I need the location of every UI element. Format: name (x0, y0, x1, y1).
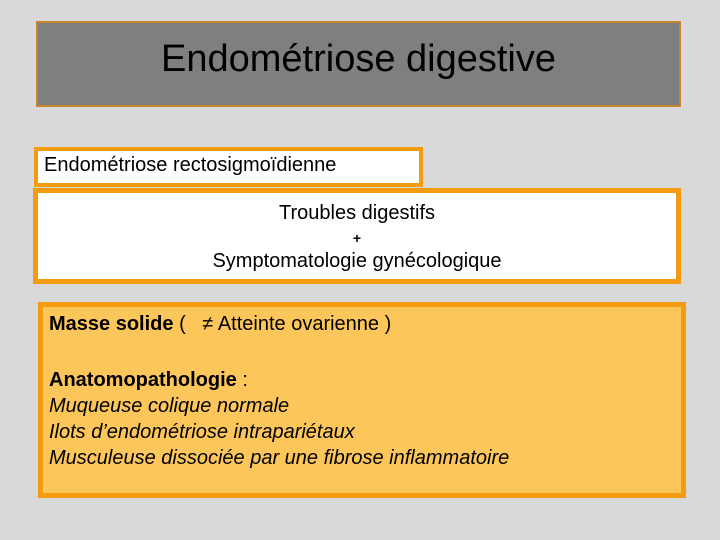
finding-item: Ilots d’endométriose intrapariétaux (49, 421, 355, 443)
symptom-gynecologic: Symptomatologie gynécologique (212, 250, 502, 272)
anatomopathology-colon: : (236, 369, 248, 391)
masse-note: ( ≠ Atteinte ovarienne ) (173, 313, 392, 335)
subtitle-box (34, 147, 423, 187)
masse-label: Masse solide (49, 313, 174, 335)
symptom-digestive: Troubles digestifs (279, 202, 435, 224)
subtitle-text: Endométriose rectosigmoïdienne (44, 153, 337, 176)
details-box (38, 302, 686, 498)
masse-line (49, 311, 681, 337)
finding-item: Muqueuse colique normale (49, 395, 290, 417)
anatomopathology-heading (49, 367, 681, 393)
title-banner (36, 21, 681, 107)
symptom-plus-sign: + (352, 230, 362, 246)
symptoms-box (33, 188, 681, 284)
slide-title: Endométriose digestive (161, 37, 556, 80)
anatomopathology-label: Anatomopathologie (49, 369, 237, 391)
finding-item: Musculeuse dissociée par une fibrose inflammatoire (49, 447, 510, 469)
